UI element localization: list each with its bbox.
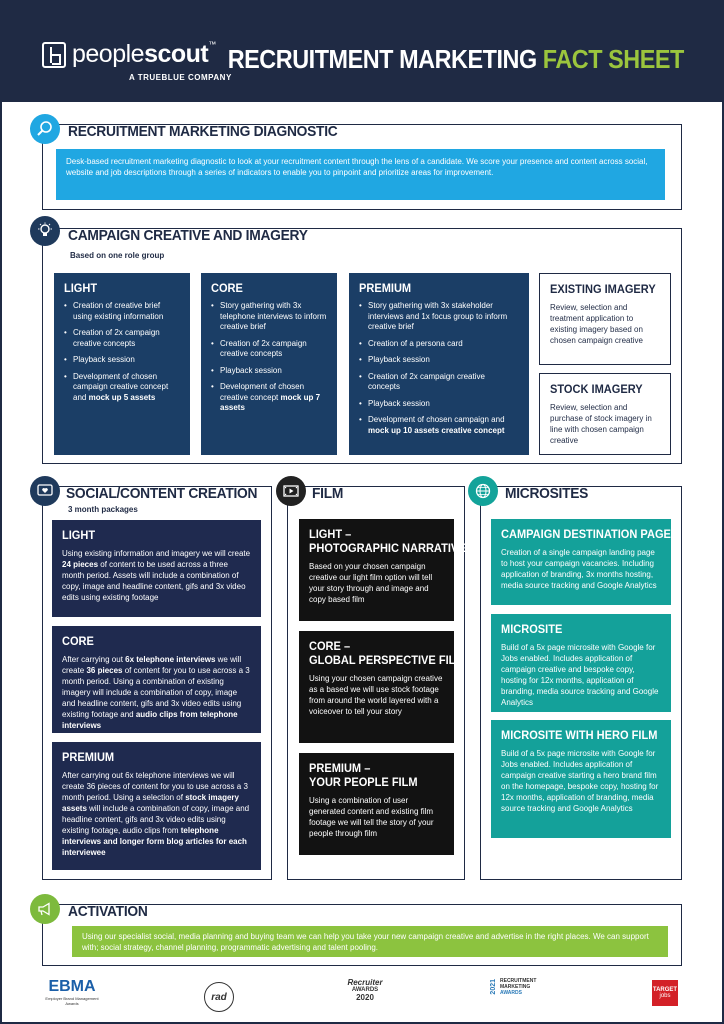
film-core-card: CORE – GLOBAL PERSPECTIVE FILM Using your chosen campaign creative as a based we will use stock footage from around the world layered with a voiceover to tell your story: [299, 631, 454, 743]
activation-title: ACTIVATION: [68, 903, 148, 920]
campaign-light-card: LIGHT • Creation of creative brief using existing information • Creation of 2x campaign creative concepts • Playback session • Development of chosen campaign creative concept and mock up 5 assets: [54, 273, 190, 455]
header: [2, 2, 722, 102]
list-item: • Development of chosen campaign and mock up 10 assets creative concept: [359, 415, 519, 436]
social-subtitle: 3 month packages: [68, 505, 138, 514]
film-premium-card: PREMIUM – YOUR PEOPLE FILM Using a combination of user generated content and existing film footage we will tell the story of your people through film: [299, 753, 454, 855]
microsites-title: MICROSITES: [505, 485, 589, 502]
campaign-subtitle: Based on one role group: [70, 251, 165, 260]
campaign-premium-card: PREMIUM • Story gathering with 3x stakeholder interviews and 1x focus group to inform creative brief • Creation of a persona card • Playback session • Creation of 2x campaign creative concepts • Playback session • Development of chosen campaign and mock up 10 assets creative concept: [349, 273, 529, 455]
target-jobs-logo: TARGET jobs: [652, 980, 678, 1006]
list-item: • Playback session: [211, 366, 327, 377]
megaphone-icon: [30, 894, 60, 924]
list-item: • Story gathering with 3x telephone interviews to inform creative brief: [211, 301, 327, 333]
logo-text: peoplescout™: [72, 40, 216, 68]
film-light-card: LIGHT – PHOTOGRAPHIC NARRATIVE Based on your chosen campaign creative our light film option will tell your story through and image and copy based film: [299, 519, 454, 621]
list-item: • Creation of a persona card: [359, 339, 519, 350]
list-item: • Story gathering with 3x stakeholder interviews and 1x focus group to inform creative brief: [359, 301, 519, 333]
ebma-logo: EBMA Employer Brand Management Awards: [45, 978, 99, 1006]
list-item: • Development of chosen creative concept mock up 7 assets: [211, 382, 327, 414]
rma-awards-logo: 2021 RECRUITMENT MARKETING AWARDS: [490, 978, 537, 996]
campaign-core-card: CORE • Story gathering with 3x telephone interviews to inform creative brief • Creation of 2x campaign creative concepts • Playback session • Development of chosen creative concept mock up 7 assets: [201, 273, 337, 455]
page-title: RECRUITMENT MARKETING FACT SHEET: [227, 44, 684, 74]
list-item: • Creation of 2x campaign creative concepts: [64, 328, 180, 349]
list-item: • Playback session: [359, 355, 519, 366]
stock-imagery-card: STOCK IMAGERY Review, selection and purchase of stock imagery in line with chosen campaign creative: [539, 373, 671, 455]
social-premium-card: PREMIUM After carrying out 6x telephone interviews we will create 36 pieces of content for you to use across a 3 month period. Using a selection of stock imagery assets will include a combination of copy, image and headline content, gifs and 3x video edits using existing footage, audio clips from telephone interviews and longer form blog articles for each interviewee: [52, 742, 261, 870]
lightbulb-icon: [30, 216, 60, 246]
campaign-title: CAMPAIGN CREATIVE AND IMAGERY: [68, 227, 308, 244]
list-item: • Development of chosen campaign creative concept and mock up 5 assets: [64, 372, 180, 404]
diagnostic-banner: Desk-based recruitment marketing diagnostic to look at your recruitment content through the lens of a candidate. We score your presence and content across social, website and job descriptions through a series of indicators to enable you to pinpoint and prioritize areas for improvement.: [56, 149, 665, 200]
social-title: SOCIAL/CONTENT CREATION: [66, 485, 258, 502]
list-item: • Creation of creative brief using existing information: [64, 301, 180, 322]
existing-imagery-card: EXISTING IMAGERY Review, selection and treatment application to existing imagery based on chosen campaign creative: [539, 273, 671, 365]
peoplescout-logo: [42, 40, 216, 69]
chat-heart-icon: [30, 476, 60, 506]
social-core-card: CORE After carrying out 6x telephone interviews we will create 36 pieces of content for you to use across a 3 month period. Using a combination of existing imagery will include a combination of copy, image and headline content, gifs and 3x video edits using existing footage and audio clips from telephone interviews: [52, 626, 261, 733]
rad-awards-logo: rad: [204, 982, 234, 1012]
recruiter-awards-logo: Recruiter AWARDS 2020: [347, 978, 383, 1002]
globe-icon: [468, 476, 498, 506]
destination-page-card: CAMPAIGN DESTINATION PAGE Creation of a single campaign landing page to host your campaign vacancies. Including application of branding, 3x months hosting, media source tracking and Google Analytics: [491, 519, 671, 605]
microsite-hero-card: MICROSITE WITH HERO FILM Build of a 5x page microsite with Google for Jobs enabled. Includes application of campaign creative starting a hero brand film on the homepage, bespoke copy, hosting for 12x months, application of branding, media source tracking and Google Analytics: [491, 720, 671, 838]
logo-subtitle: A TRUEBLUE COMPANY: [129, 73, 232, 82]
activation-banner: Using our specialist social, media planning and buying team we can help you take your new campaign creative and advertise in the right places. We can support with; social strategy, channel planning, programmatic advertising and talent pooling.: [72, 926, 668, 957]
diagnostic-title: RECRUITMENT MARKETING DIAGNOSTIC: [68, 123, 338, 140]
list-item: • Creation of 2x campaign creative concepts: [211, 339, 327, 360]
list-item: • Playback session: [359, 399, 519, 410]
magnifier-icon: [30, 114, 60, 144]
film-icon: [276, 476, 306, 506]
logo-mark-icon: [42, 42, 66, 68]
social-light-card: LIGHT Using existing information and imagery we will create 24 pieces of content to be used across a three month period. Assets will include a combination of copy, image and headline content, gifs and 3x video edits using existing footage: [52, 520, 261, 617]
list-item: • Creation of 2x campaign creative concepts: [359, 372, 519, 393]
microsite-card: MICROSITE Build of a 5x page microsite with Google for Jobs enabled. Includes application of campaign creative and bespoke copy, hosting for 12x months, application of branding, media source tracking and Google Analytics: [491, 614, 671, 712]
film-title: FILM: [312, 485, 344, 502]
list-item: • Playback session: [64, 355, 180, 366]
